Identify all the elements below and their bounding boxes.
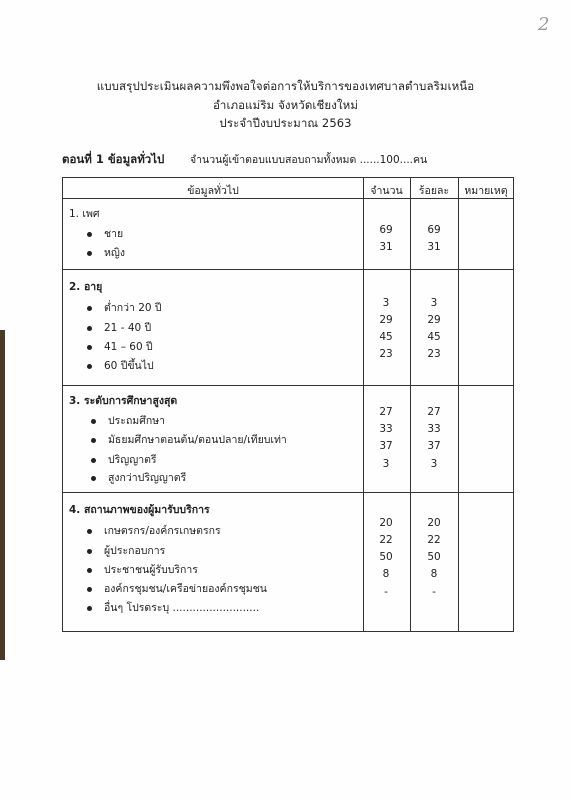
bullet-icon — [87, 251, 92, 256]
bullet-icon — [87, 568, 92, 573]
list-item: ปริญญาตรี — [91, 451, 157, 468]
count-cell: 45 — [379, 331, 393, 343]
title-line-3: ประจำปีงบประมาณ 2563 — [219, 116, 352, 130]
percent-cell: 50 — [427, 551, 441, 563]
bullet-icon — [87, 606, 92, 611]
percent-cell: 23 — [427, 348, 441, 360]
general-info-table — [62, 177, 514, 632]
list-item: ต่ำกว่า 20 ปี — [87, 299, 162, 316]
percent-cell: 45 — [427, 331, 441, 343]
count-cell: 3 — [382, 458, 390, 470]
percent-cell: 69 — [427, 224, 441, 236]
count-cell: 22 — [379, 534, 393, 546]
percent-cell: 33 — [427, 423, 441, 435]
list-item: ชาย — [87, 225, 123, 242]
group-title-gender: 1. เพศ — [69, 208, 100, 220]
count-cell: 23 — [379, 348, 393, 360]
list-item: 41 – 60 ปี — [87, 338, 153, 355]
bullet-icon — [91, 438, 96, 443]
list-item: ประชาชนผู้รับบริการ — [87, 561, 198, 578]
count-cell: 29 — [379, 314, 393, 326]
bullet-icon — [87, 232, 92, 237]
header-percent: ร้อยละ — [418, 185, 450, 197]
percent-cell: 29 — [427, 314, 441, 326]
respondent-count-text: จำนวนผู้เข้าตอบแบบสอบถามทั้งหมด ......100....คน — [190, 154, 428, 166]
list-item: องค์กรชุมชน/เครือข่ายองค์กรชุมชน — [87, 580, 267, 597]
percent-cell: 8 — [430, 568, 438, 580]
row-divider — [63, 492, 513, 493]
percent-cell: 37 — [427, 440, 441, 452]
list-item: เกษตรกร/องค์กรเกษตรกร — [87, 522, 221, 539]
count-cell: 27 — [379, 406, 393, 418]
percent-cell: 27 — [427, 406, 441, 418]
header-count: จำนวน — [370, 185, 403, 197]
count-cell: 50 — [379, 551, 393, 563]
count-cell: 69 — [379, 224, 393, 236]
count-cell: 3 — [382, 297, 390, 309]
header-remark: หมายเหตุ — [464, 185, 508, 197]
scan-edge — [0, 330, 5, 660]
count-cell: 33 — [379, 423, 393, 435]
group-title-age: 2. อายุ — [69, 281, 103, 293]
count-cell: 8 — [382, 568, 390, 580]
list-item: มัธยมศึกษาตอนต้น/ตอนปลาย/เทียบเท่า — [91, 431, 287, 448]
section-heading — [62, 151, 427, 169]
bullet-icon — [87, 549, 92, 554]
percent-cell: 20 — [427, 517, 441, 529]
bullet-icon — [87, 345, 92, 350]
header-info: ข้อมูลทั่วไป — [187, 185, 239, 197]
list-item: 21 - 40 ปี — [87, 319, 151, 336]
row-divider — [63, 385, 513, 386]
percent-cell: 3 — [430, 458, 438, 470]
count-cell: 31 — [379, 241, 393, 253]
list-item: 60 ปีขึ้นไป — [87, 357, 154, 374]
list-item: อื่นๆ โปรดระบุ .......................... — [87, 599, 259, 616]
count-cell: - — [384, 586, 388, 598]
bullet-icon — [91, 476, 96, 481]
list-item: สูงกว่าปริญญาตรี — [91, 469, 186, 486]
bullet-icon — [87, 529, 92, 534]
count-cell: 20 — [379, 517, 393, 529]
list-item: ผู้ประกอบการ — [87, 542, 165, 559]
section-label: ตอนที่ 1 ข้อมูลทั่วไป — [62, 152, 165, 166]
bullet-icon — [87, 364, 92, 369]
percent-cell: 31 — [427, 241, 441, 253]
title-line-1: แบบสรุปประเมินผลความพึงพอใจต่อการให้บริการของเทศบาลตำบลริมเหนือ — [96, 79, 475, 93]
count-cell: 37 — [379, 440, 393, 452]
bullet-icon — [87, 587, 92, 592]
list-item: หญิง — [87, 244, 125, 261]
title-line-2: อำเภอแม่ริม จังหวัดเชียงใหม่ — [212, 98, 358, 112]
percent-cell: - — [432, 586, 436, 598]
bullet-icon — [91, 458, 96, 463]
percent-cell: 22 — [427, 534, 441, 546]
bullet-icon — [87, 326, 92, 331]
bullet-icon — [91, 419, 96, 424]
row-divider — [63, 269, 513, 270]
list-item: ประถมศึกษา — [91, 412, 165, 429]
page-number: 2 — [538, 14, 550, 35]
group-title-education: 3. ระดับการศึกษาสูงสุด — [69, 395, 178, 407]
group-title-status: 4. สถานภาพของผู้มารับบริการ — [69, 504, 210, 516]
percent-cell: 3 — [430, 297, 438, 309]
bullet-icon — [87, 306, 92, 311]
